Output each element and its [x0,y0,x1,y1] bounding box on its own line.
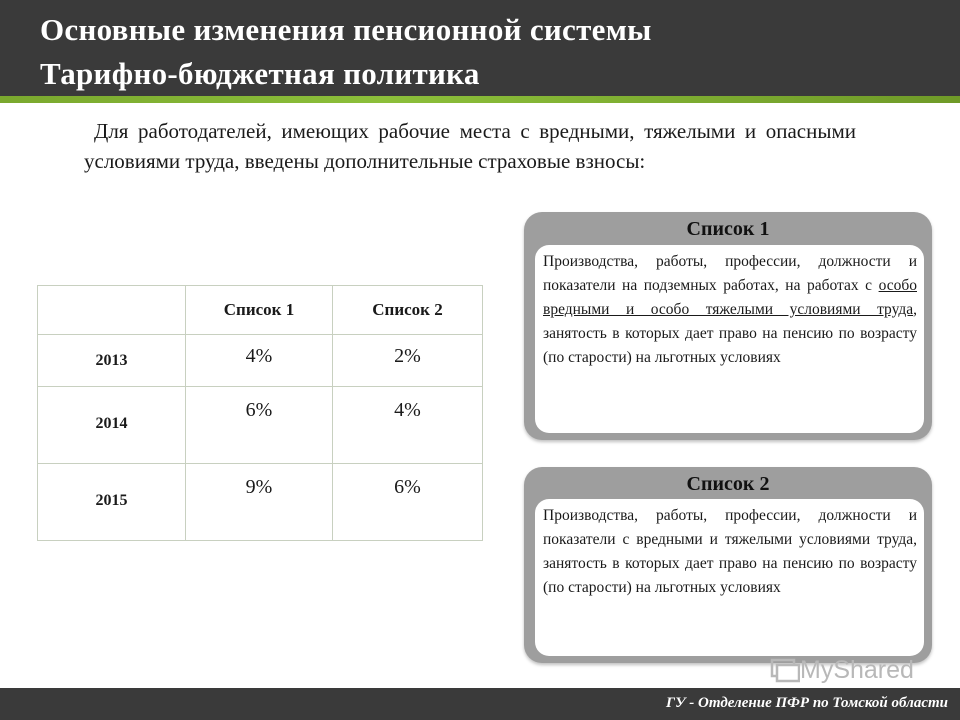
rate-cell: 9% [245,476,273,498]
slide-title-line2: Тарифно-бюджетная политика [40,56,480,91]
rate-cell: 4% [394,399,421,421]
table-header-row [38,286,483,335]
watermark-text: MyShared [800,656,914,684]
table-header-cell: Список 1 [186,286,333,335]
list1-card-body [535,245,924,433]
table-row [38,335,483,387]
table-header-cell: Список 2 [333,286,483,335]
footer-text: ГУ - Отделение ПФР по Томской области [666,695,948,711]
slide-title-line1: Основные изменения пенсионной системы [40,12,652,47]
list1-text-end: , занятость в которых дает право на пенсию по возрасту (по старости) на льготных условиях [543,301,917,366]
list1-card [524,212,932,440]
list1-card-title: Список 1 [686,218,770,240]
slide-header [0,0,960,96]
list2-card [524,467,932,663]
rate-cell: 4% [245,345,273,367]
year-cell: 2014 [95,415,128,432]
table-header-cell [38,286,186,335]
year-cell: 2015 [95,492,128,509]
list1-text-start: Производства, работы, профессии, должности и показатели на подземных работах, на работах с [543,253,917,294]
rate-cell: 6% [394,476,421,498]
slide-footer [0,688,960,720]
rate-cell: 6% [245,399,273,421]
list2-card-title: Список 2 [686,473,770,495]
intro-paragraph: Для работодателей, имеющих рабочие места с вредными, тяжелыми и опасными условиями труда, введены дополнительные страховые взносы: [84,119,856,173]
table-row [38,464,483,541]
rates-table [37,285,483,541]
year-cell: 2013 [95,352,128,369]
list1-text-underlined: особо вредными и особо тяжелыми условиями труда [543,277,917,318]
accent-divider [0,96,960,103]
list2-card-body: Производства, работы, профессии, должности и показатели с вредными и тяжелыми условиями труда, занятость в которых дает право на пенсию по возрасту (по старости) на льготных условиях [535,499,924,656]
presentation-icon [770,658,800,684]
watermark [770,656,930,686]
table-row [38,387,483,464]
rate-cell: 2% [394,345,421,367]
